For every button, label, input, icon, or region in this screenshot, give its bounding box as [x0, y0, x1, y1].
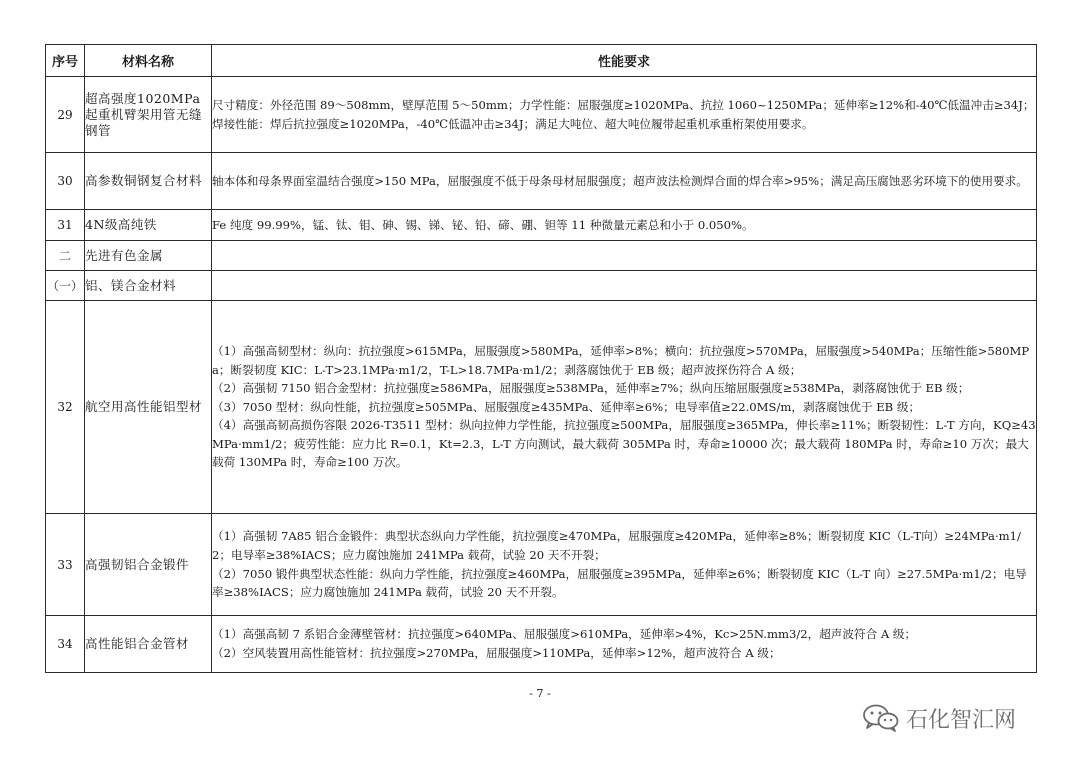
requirement-item: （3）7050 型材：纵向性能，抗拉强度≥505MPa、屈服强度≥435MPa、延伸率≥6%；电导率值≥22.0MS/m，剥落腐蚀优于 EB 级；: [212, 399, 921, 414]
table-row: [46, 616, 1037, 673]
requirement-item: （1）高强韧 7A85 铝合金锻件：典型状态纵向力学性能，抗拉强度≥470MPa，屈服强度≥420MPa，延伸率≥8%；断裂韧度 KIC（L-T向）≥24MPa·m1/2；电导率≥38%IACS；应力腐蚀施加 241MPa 载荷，试验 20 天不开裂；: [212, 529, 1021, 562]
row-serial: 31: [46, 210, 85, 241]
requirements-table: [45, 44, 1037, 673]
section-number: 二: [46, 241, 85, 271]
row-requirements: [212, 301, 1037, 514]
requirement-item: （2）高强韧 7150 铝合金型材：抗拉强度≥586MPa，屈服强度≥538MPa，延伸率≥7%；纵向压缩屈服强度≥538MPa，剥落腐蚀优于 EB 级；: [212, 381, 970, 396]
row-material-name: 4N级高纯铁: [85, 210, 212, 241]
row-requirements-empty: [212, 271, 1037, 301]
table-row: [46, 301, 1037, 514]
wechat-icon: [862, 703, 900, 733]
row-requirements: [212, 153, 1037, 210]
requirement-text: 轴本体和母条界面室温结合强度>150 MPa，屈服强度不低于母条母材屈服强度；超声波法检测焊合面的焊合率>95%；满足高压腐蚀恶劣环境下的使用要求。: [212, 173, 1028, 188]
table-header-row: [46, 45, 1037, 77]
row-requirements-empty: [212, 241, 1037, 271]
row-material-name: 超高强度1020MPa起重机臂架用管无缝钢管: [85, 77, 212, 153]
row-serial: 30: [46, 153, 85, 210]
page-number: - 7 -: [529, 687, 551, 700]
table-row: [46, 153, 1037, 210]
table-row: [46, 210, 1037, 241]
row-material-name: 航空用高性能铝型材: [85, 301, 212, 514]
requirement-text: Fe 纯度 99.99%，锰、钛、钼、砷、锡、锑、铋、铅、碲、硼、钽等 11 种微量元素总和小于 0.050%。: [212, 217, 754, 232]
table-row: [46, 77, 1037, 153]
requirement-item: （1）高强高韧型材：纵向：抗拉强度>615MPa，屈服强度>580MPa，延伸率>8%；横向：抗拉强度>570MPa，屈服强度>540MPa；压缩性能>580MPa；断裂韧度 KIC：L-T>23.1MPa·m1/2，T-L>18.7MPa·m1/2；剥落腐蚀优于 EB 级；超声波探伤符合 A 级；: [212, 343, 1030, 377]
header-material-name: 材料名称: [85, 45, 212, 77]
row-requirements: [212, 514, 1037, 616]
section-title: 先进有色金属: [85, 241, 212, 271]
row-material-name: 高强韧铝合金锻件: [85, 514, 212, 616]
row-requirements: [212, 616, 1037, 673]
requirement-item: （2）空风装置用高性能管材：抗拉强度>270MPa，屈服强度>110MPa，延伸率>12%，超声波符合 A 级；: [212, 646, 781, 660]
requirement-item: （1）高强高韧 7 系铝合金薄壁管材：抗拉强度>640MPa、屈服强度>610MPa，延伸率>4%，Kc>25N.mm3/2，超声波符合 A 级；: [212, 627, 917, 642]
requirement-item: （4）高强高韧高损伤容限 2026-T3511 型材：纵向拉伸力学性能，抗拉强度≥500MPa，屈服强度≥365MPa，伸长率≥11%；断裂韧性：L-T 方向，KQ≥43MPa·mm1/2；疲劳性能：应力比 R=0.1，Kt=2.3，L-T 方向测试，最大载荷 305MPa 时，寿命≥10000 次；最大载荷 180MPa 时，寿命≥10 万次；最大载荷 130MPa 时，寿命≥100 万次。: [212, 418, 1036, 470]
row-requirements: [212, 210, 1037, 241]
row-requirements: [212, 77, 1037, 153]
row-serial: 29: [46, 77, 85, 153]
header-requirements: 性能要求: [212, 45, 1037, 77]
watermark-text: 石化智汇网: [906, 707, 1017, 733]
subsection-number: （一）: [46, 271, 85, 301]
row-material-name: 高性能铝合金管材: [85, 616, 212, 673]
table-row: [46, 514, 1037, 616]
section-row: [46, 271, 1037, 301]
watermark: [862, 700, 1016, 736]
requirement-item: （2）7050 锻件典型状态性能：纵向力学性能，抗拉强度≥460MPa，屈服强度≥395MPa，延伸率≥6%；断裂韧度 KIC（L-T 向）≥27.5MPa·m1/2；电导率≥38%IACS；应力腐蚀施加 241MPa 载荷，试验 20 天不开裂。: [212, 566, 1027, 600]
requirement-text: 尺寸精度：外径范围 89～508mm，壁厚范围 5～50mm；力学性能：屈服强度≥1020MPa、抗拉 1060~1250MPa；延伸率≥12%和-40℃低温冲击≥34J；焊接性能：焊后抗拉强度≥1020MPa，-40℃低温冲击≥34J；满足大吨位、超大吨位履带起重机承重桁架使用要求。: [212, 97, 1035, 131]
row-material-name: 高参数铜钢复合材料: [85, 153, 212, 210]
section-row: [46, 241, 1037, 271]
header-serial: 序号: [46, 45, 85, 77]
row-serial: 33: [46, 514, 85, 616]
row-serial: 32: [46, 301, 85, 514]
row-serial: 34: [46, 616, 85, 673]
subsection-title: 铝、镁合金材料: [85, 271, 212, 301]
